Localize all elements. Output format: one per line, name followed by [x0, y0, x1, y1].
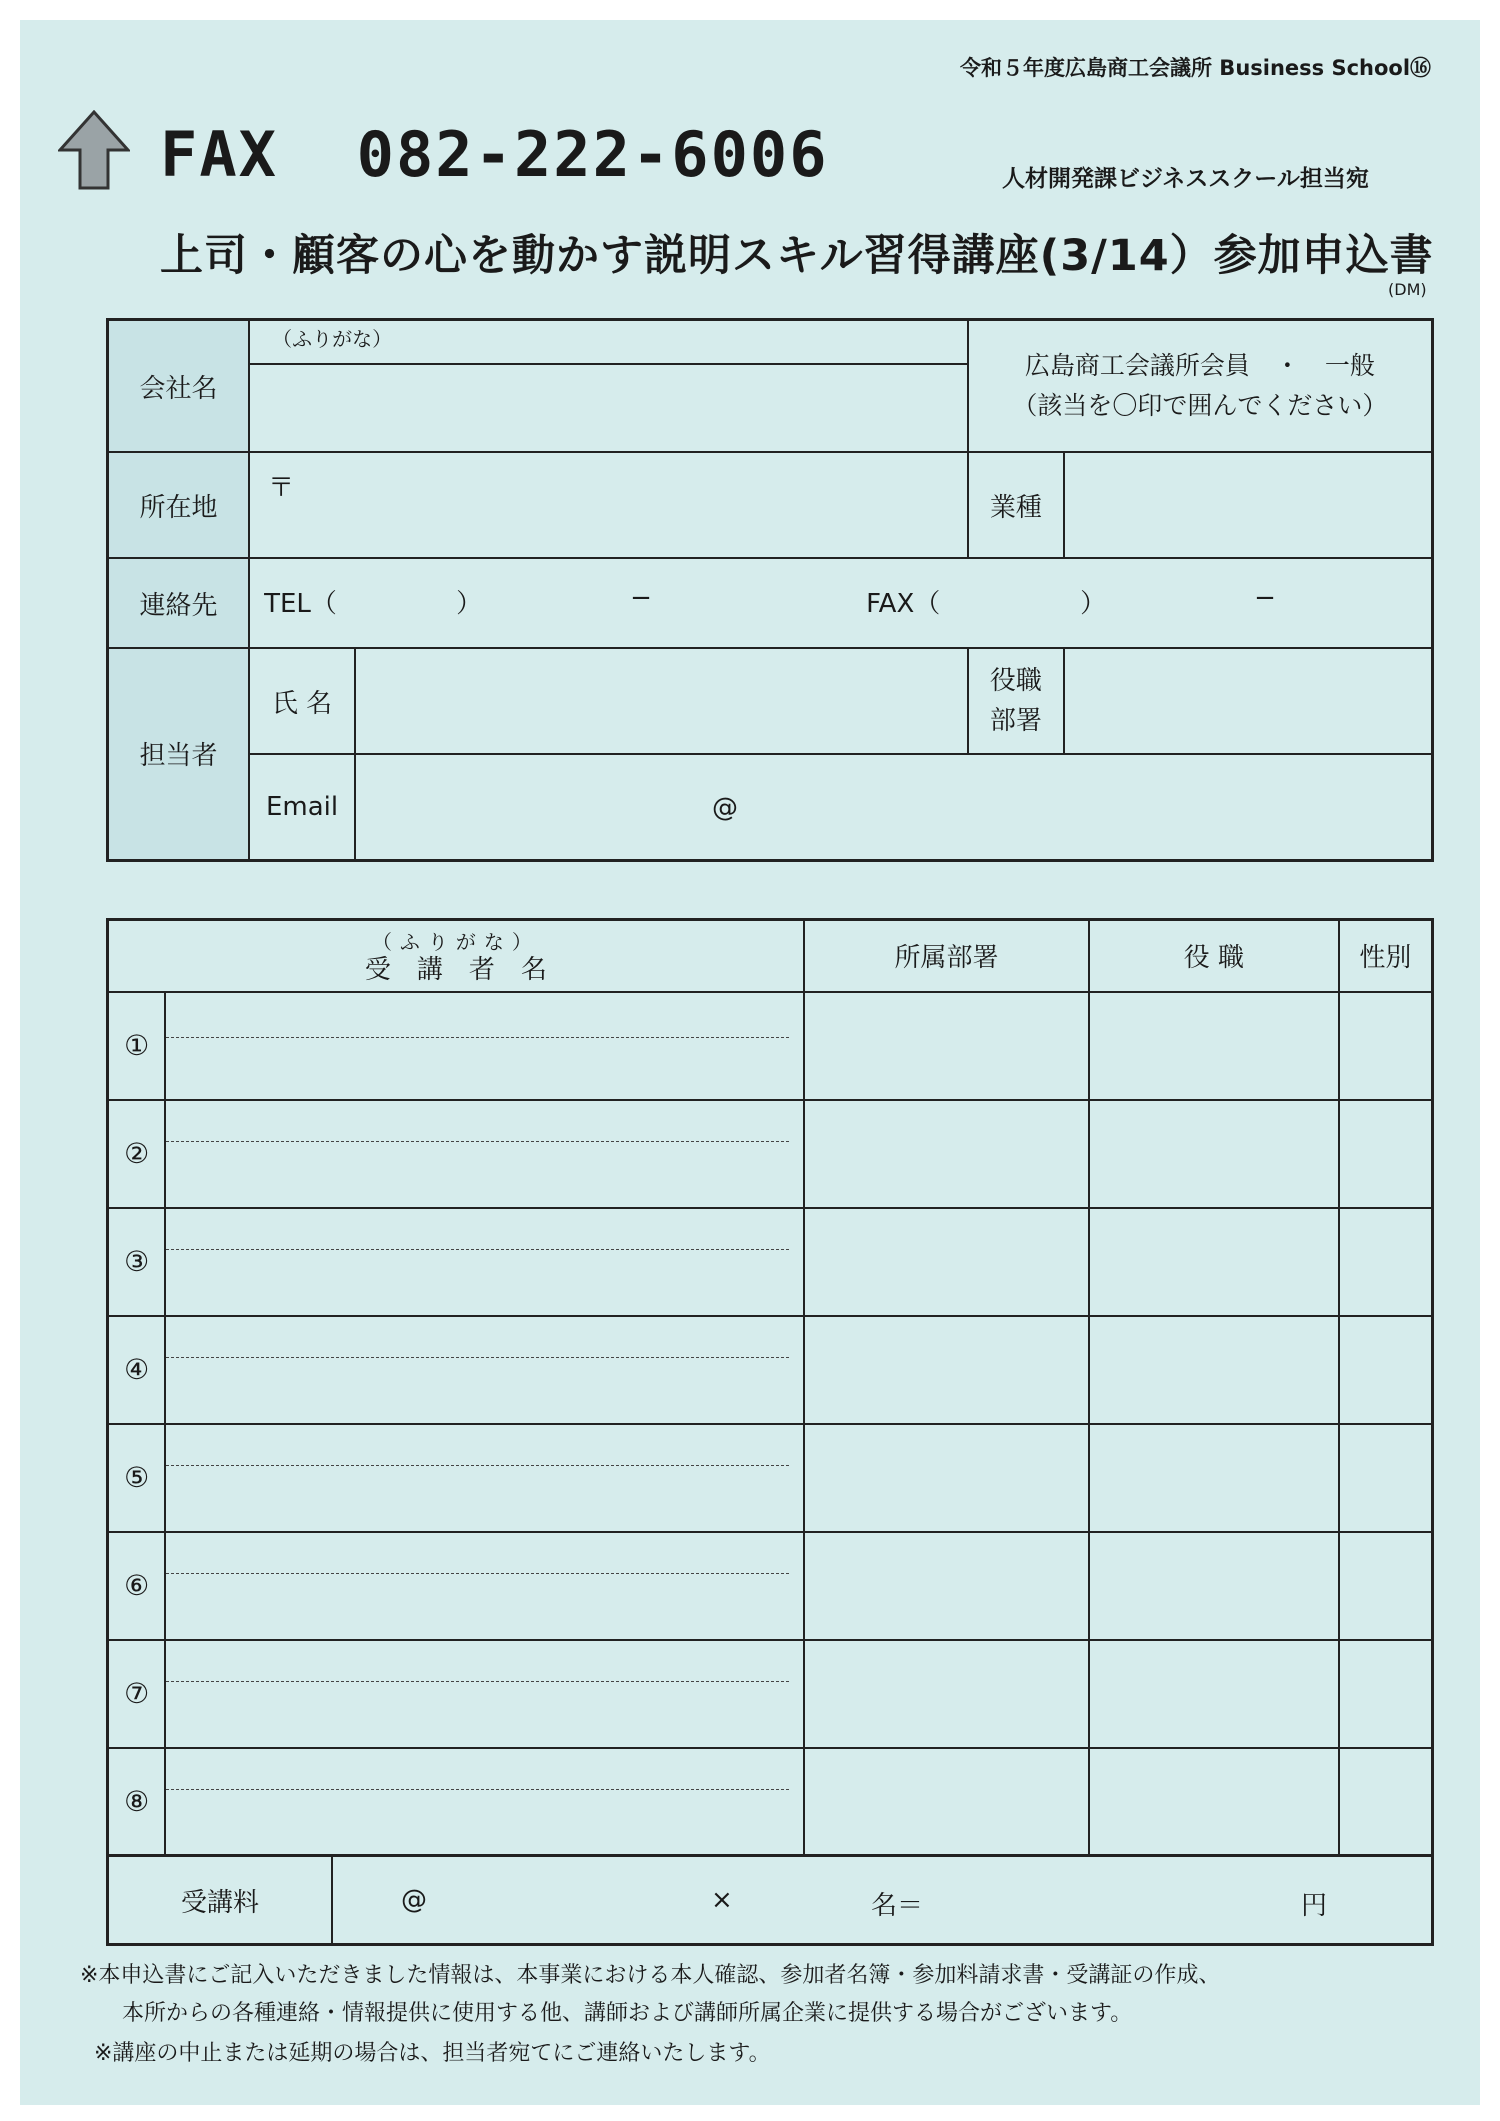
attendee-name-input[interactable] — [165, 992, 803, 1100]
attendee-name-input[interactable] — [165, 1532, 803, 1640]
membership-field[interactable] — [968, 320, 1433, 453]
row-number: ② — [108, 1100, 166, 1208]
attendee-name-input[interactable] — [165, 1424, 803, 1532]
attendee-furigana-header: （ふりがな） — [371, 929, 540, 954]
attendee-dept-input[interactable] — [804, 1748, 1089, 1856]
attendee-dept-input[interactable] — [804, 992, 1089, 1100]
tel-close: ） — [456, 589, 483, 619]
tel-dash: − — [630, 583, 652, 613]
fax-dash: − — [1254, 583, 1276, 613]
contact-label: 連絡先 — [108, 558, 250, 648]
furigana-line — [166, 1533, 788, 1574]
contact-input[interactable] — [249, 558, 1432, 648]
company-name-input[interactable] — [249, 364, 968, 452]
department-label: 人材開発課ビジネススクール担当宛 — [1002, 166, 1369, 192]
attendee-gender-input[interactable] — [1339, 1532, 1433, 1640]
attendee-role-input[interactable] — [1089, 1316, 1338, 1424]
role-input[interactable] — [1064, 648, 1433, 754]
note-line-2: 本所からの各種連絡・情報提供に使用する他、講師および講師所属企業に提供する場合がございます。 — [122, 2001, 1133, 2026]
fax-close: ） — [1080, 589, 1107, 619]
fax-number-heading — [160, 118, 829, 191]
attendee-gender-input[interactable] — [1339, 992, 1433, 1100]
dm-label: (DM) — [1388, 280, 1427, 299]
fee-cell — [108, 1856, 1433, 1945]
industry-label: 業種 — [968, 452, 1064, 558]
fax-field-label: FAX（ — [866, 589, 941, 619]
attendee-role-input[interactable] — [1089, 1100, 1338, 1208]
role-header: 役 職 — [1089, 920, 1338, 992]
gender-header: 性別 — [1339, 920, 1433, 992]
table-row — [108, 1100, 1433, 1208]
address-input[interactable] — [249, 452, 968, 558]
attendee-dept-input[interactable] — [804, 1316, 1089, 1424]
furigana-line — [166, 1749, 788, 1790]
attendee-role-input[interactable] — [1089, 1208, 1338, 1316]
fee-row — [108, 1856, 1433, 1945]
attendee-gender-input[interactable] — [1339, 1424, 1433, 1532]
row-number: ⑤ — [108, 1424, 166, 1532]
attendee-name-input[interactable] — [165, 1208, 803, 1316]
table-row — [108, 992, 1433, 1100]
email-label: Email — [249, 754, 355, 860]
attendee-dept-input[interactable] — [804, 1640, 1089, 1748]
fee-times: × — [711, 1885, 733, 1915]
attendee-gender-input[interactable] — [1339, 1100, 1433, 1208]
fee-at: @ — [401, 1885, 427, 1915]
attendee-dept-input[interactable] — [804, 1208, 1089, 1316]
table-row — [108, 1208, 1433, 1316]
membership-note: （該当を〇印で囲んでください） — [1012, 391, 1388, 420]
attendee-name-input[interactable] — [165, 1748, 803, 1856]
attendee-gender-input[interactable] — [1339, 1208, 1433, 1316]
furigana-line — [166, 1425, 788, 1466]
dept-header: 所属部署 — [804, 920, 1089, 992]
attendee-name-header-label: 受 講 者 名 — [364, 954, 547, 985]
attendee-dept-input[interactable] — [804, 1532, 1089, 1640]
furigana-line — [166, 993, 788, 1038]
email-input[interactable] — [355, 754, 1433, 860]
attendee-gender-input[interactable] — [1339, 1316, 1433, 1424]
attendee-role-input[interactable] — [1089, 1532, 1338, 1640]
attendee-role-input[interactable] — [1089, 1424, 1338, 1532]
fax-label: FAX — [160, 118, 278, 191]
attendee-name-input[interactable] — [165, 1100, 803, 1208]
page-title: 上司・顧客の心を動かす説明スキル習得講座(3/14）参加申込書 — [160, 231, 1434, 281]
row-number: ⑧ — [108, 1748, 166, 1856]
industry-input[interactable] — [1064, 452, 1433, 558]
row-number: ③ — [108, 1208, 166, 1316]
person-label: 担当者 — [108, 648, 250, 860]
role-label: 役職 部署 — [968, 648, 1064, 754]
attendee-name-header — [108, 920, 804, 992]
attendees-table — [106, 918, 1434, 1946]
table-row — [108, 1532, 1433, 1640]
table-row — [108, 1316, 1433, 1424]
fee-label: 受講料 — [109, 1857, 333, 1943]
attendee-role-input[interactable] — [1089, 1748, 1338, 1856]
attendee-name-input[interactable] — [165, 1640, 803, 1748]
furigana-label: （ふりがな） — [272, 327, 393, 351]
table-row — [108, 1748, 1433, 1856]
name-label: 氏 名 — [249, 648, 355, 754]
attendee-gender-input[interactable] — [1339, 1640, 1433, 1748]
row-number: ① — [108, 992, 166, 1100]
furigana-line — [166, 1641, 788, 1682]
arrow-up-icon — [58, 110, 130, 190]
furigana-line — [166, 1209, 788, 1250]
address-label: 所在地 — [108, 452, 250, 558]
postal-mark: 〒 — [268, 473, 295, 503]
person-name-input[interactable] — [355, 648, 968, 754]
attendee-role-input[interactable] — [1089, 992, 1338, 1100]
attendee-gender-input[interactable] — [1339, 1748, 1433, 1856]
company-name-label: 会社名 — [108, 320, 250, 453]
fee-yen: 円 — [1301, 1891, 1328, 1921]
membership-options: 広島商工会議所会員 ・ 一般 — [1024, 351, 1375, 380]
row-number: ⑦ — [108, 1640, 166, 1748]
table-row — [108, 1640, 1433, 1748]
furigana-line — [166, 1101, 788, 1142]
fax-number: 082-222-6006 — [356, 118, 829, 191]
row-number: ⑥ — [108, 1532, 166, 1640]
attendee-dept-input[interactable] — [804, 1424, 1089, 1532]
attendee-role-input[interactable] — [1089, 1640, 1338, 1748]
table-row — [108, 1424, 1433, 1532]
attendee-name-input[interactable] — [165, 1316, 803, 1424]
fee-people: 名＝ — [871, 1891, 924, 1921]
note-line-3: ※講座の中止または延期の場合は、担当者宛てにご連絡いたします。 — [94, 2041, 771, 2066]
attendee-dept-input[interactable] — [804, 1100, 1089, 1208]
note-line-1: ※本申込書にご記入いただきました情報は、本事業における本人確認、参加者名簿・参加料請求書・受講証の作成、 — [80, 1963, 1221, 1988]
furigana-line — [166, 1317, 788, 1358]
company-info-table — [106, 318, 1434, 862]
fee-input[interactable] — [331, 1857, 1431, 1943]
company-furigana-field[interactable] — [249, 320, 968, 365]
program-label: 令和５年度広島商工会議所 Business School⑯ — [960, 56, 1432, 80]
row-number: ④ — [108, 1316, 166, 1424]
email-at: @ — [711, 793, 738, 823]
tel-label: TEL（ — [264, 589, 337, 619]
